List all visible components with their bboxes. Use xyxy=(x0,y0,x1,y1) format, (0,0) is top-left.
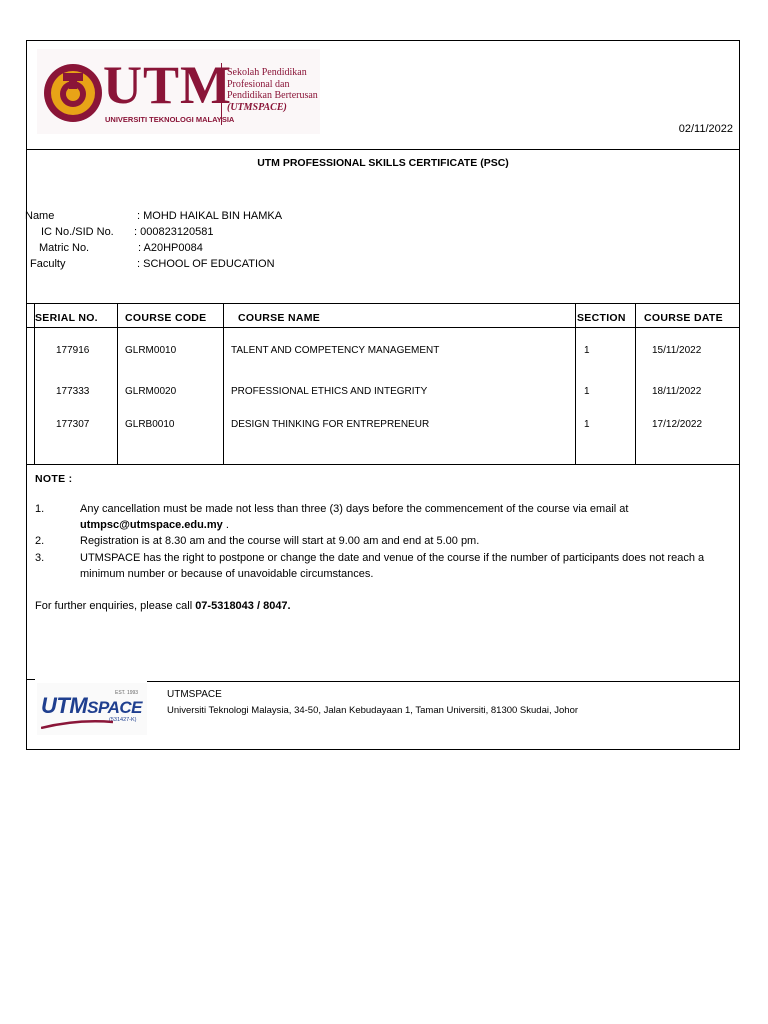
col-header-name: COURSE NAME xyxy=(238,312,321,324)
enquiry-line: For further enquiries, please call 07-5318043 / 8047. xyxy=(35,600,291,612)
date-cell: 18/11/2022 xyxy=(652,386,702,397)
course-name-cell: TALENT AND COMPETENCY MANAGEMENT xyxy=(231,345,440,356)
matric-value: : A20HP0084 xyxy=(138,242,203,254)
note-text: minimum number or because of unavoidable circumstances. xyxy=(80,568,374,580)
note-text: Registration is at 8.30 am and the course will start at 9.00 am and end at 5.00 pm. xyxy=(80,535,480,547)
note-text: Any cancellation must be made not less than three (3) days before the commencement of the course via email at xyxy=(80,503,629,515)
col-header-date: COURSE DATE xyxy=(644,312,723,324)
col-header-section: SECTION xyxy=(577,312,626,324)
note-number: 2. xyxy=(35,535,45,547)
note-number: 1. xyxy=(35,503,45,515)
col-header-serial: SERIAL NO. xyxy=(35,312,98,324)
certificate-sheet xyxy=(26,40,740,750)
date-cell: 15/11/2022 xyxy=(652,345,702,356)
utm-university-name: UNIVERSITI TEKNOLOGI MALAYSIA xyxy=(105,115,235,124)
issue-date: 02/11/2022 xyxy=(678,123,733,135)
note-text: UTMSPACE has the right to postpone or change the date and venue of the course if the number of participants does not reach a xyxy=(80,552,705,564)
ic-value: : 000823120581 xyxy=(134,226,214,238)
code-cell: GLRB0010 xyxy=(125,419,175,430)
course-name-cell: DESIGN THINKING FOR ENTREPRENEUR xyxy=(231,419,430,430)
faculty-label: Faculty xyxy=(30,258,66,270)
utm-logo xyxy=(37,49,320,134)
utm-school-name: Sekolah Pendidikan Profesional dan Pendidikan Berterusan (UTMSPACE) xyxy=(227,67,318,113)
col-header-code: COURSE CODE xyxy=(125,312,207,324)
serial-cell: 177916 xyxy=(56,345,90,356)
faculty-value: : SCHOOL OF EDUCATION xyxy=(137,258,275,270)
footer-address: Universiti Teknologi Malaysia, 34-50, Jalan Kebudayaan 1, Taman Universiti, 81300 Skudai, Johor xyxy=(167,705,579,716)
name-value: : MOHD HAIKAL BIN HAMKA xyxy=(137,210,283,222)
logo-divider xyxy=(221,63,222,125)
swoosh-icon xyxy=(41,719,113,729)
date-cell: 17/12/2022 xyxy=(652,419,703,430)
code-cell: GLRM0020 xyxy=(125,386,177,397)
note-heading: NOTE : xyxy=(35,473,73,485)
utm-crest-icon xyxy=(43,63,103,123)
email-link[interactable]: utmpsc@utmspace.edu.my xyxy=(80,519,223,531)
serial-cell: 177307 xyxy=(56,419,90,430)
utm-wordmark: UTM xyxy=(103,55,232,115)
course-name-cell: PROFESSIONAL ETHICS AND INTEGRITY xyxy=(231,386,428,397)
enquiry-phone: 07-5318043 / 8047. xyxy=(195,600,291,612)
footer-org: UTMSPACE xyxy=(167,689,222,700)
matric-label: Matric No. xyxy=(39,242,90,254)
section-cell: 1 xyxy=(584,419,590,430)
section-cell: 1 xyxy=(584,386,590,397)
document-title: UTM PROFESSIONAL SKILLS CERTIFICATE (PSC) xyxy=(257,157,509,169)
serial-cell: 177333 xyxy=(56,386,90,397)
note-number: 3. xyxy=(35,552,45,564)
section-cell: 1 xyxy=(584,345,590,356)
name-label: Name xyxy=(25,210,55,222)
code-cell: GLRM0010 xyxy=(125,345,177,356)
divider xyxy=(27,149,739,150)
ic-label: IC No./SID No. xyxy=(41,226,114,238)
note-text: utmpsc@utmspace.edu.my . xyxy=(80,519,229,531)
utmspace-logo: UTMSPACE EST. 1993 (531427-K) xyxy=(37,683,147,735)
